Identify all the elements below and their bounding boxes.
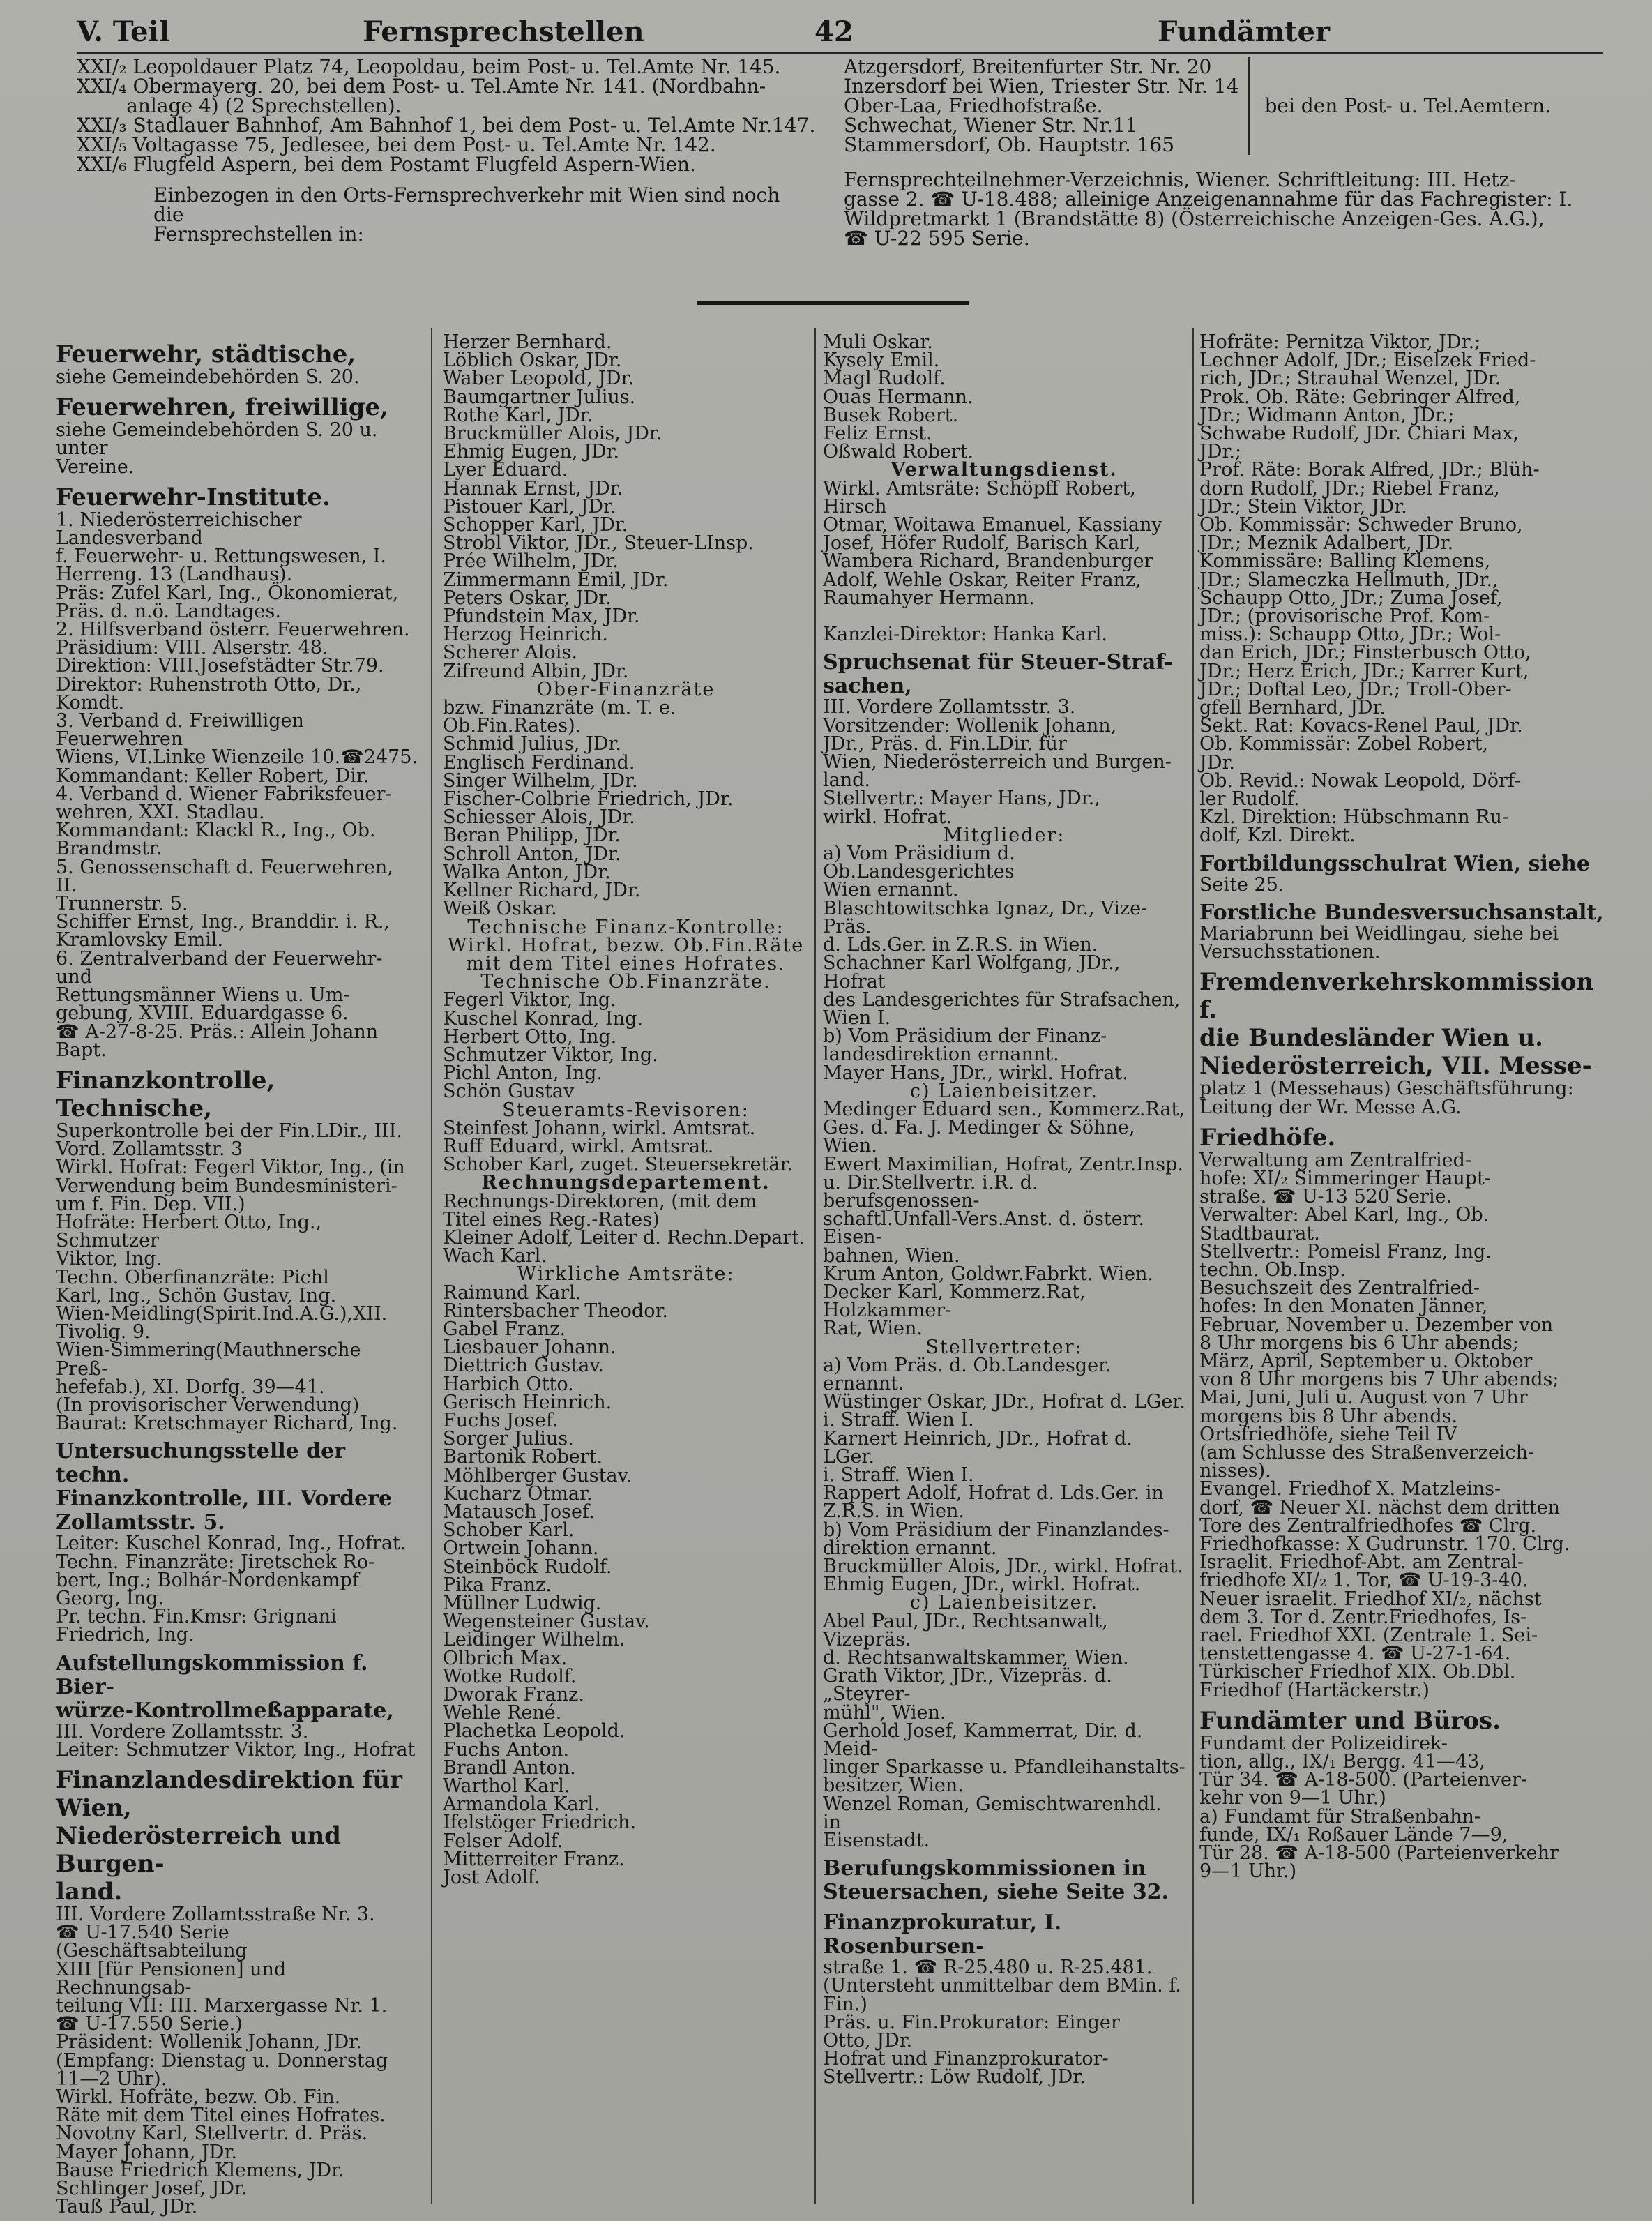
- entry-text: a) Vom Präs. d. Ob.Landesger. ernannt. Wüstinger Oskar, JDr., Hofrat d. LGer. i. Straff. Wien I. Karnert Heinrich, JDr., Hofrat d. LGer. i. Straff. Wien I. Rappert Adolf, Hofrat d. Lds.Ger. in Z.R.S. in Wien. b) Vom Präsidium der Finanzlandes- direktion ernannt. Bruckmüller Alois, JDr., wirkl. Hofrat. Ehmig Eugen, JDr., wirkl. Hofrat.: [823, 1354, 1185, 1596]
- entry-text: straße 1. ☎ R-25.480 u. R-25.481. (Untersteht unmittelbar dem BMin. f. Fin.) Präs. u. Fin.Prokurator: Einger Otto, JDr. Hofrat und Finanzprokurator- Stellvertr.: Löw Rudolf, JDr.: [823, 1957, 1181, 2088]
- entry-text: Medinger Eduard sen., Kommerz.Rat, Ges. d. Fa. J. Medinger & Söhne, Wien. Ewert Maximilian, Hofrat, Zentr.Insp. u. Dir.Stellvertr. i.R. d. berufsgenossen- schaftl.Unfall-Vers.Anst. d. österr. Eisen- bahnen, Wien. Krum Anton, Goldwr.Fabrkt. Wien. Decker Karl, Kommerz.Rat, Holzkammer- Rat, Wien.: [823, 1098, 1185, 1340]
- part-label: V. Teil: [77, 15, 169, 48]
- entry-text: III. Vordere Zollamtsstr. 3. Leiter: Schmutzer Viktor, Ing., Hofrat: [56, 1720, 416, 1761]
- entry-text: Leiter: Kuschel Konrad, Ing., Hofrat. Techn. Finanzräte: Jiretschek Ro- bert, Ing.; Bolhár-Nordenkampf Georg, Ing. Pr. techn. Fin.Kmsr: Grignani Friedrich, Ing.: [56, 1533, 407, 1646]
- station-line: XXI/₃ Stadlauer Bahnhof, Am Bahnhof 1, bei dem Post- u. Tel.Amte Nr.147.: [77, 114, 816, 137]
- inclusion-note: Einbezogen in den Orts-Fernsprechverkehr mit Wien sind noch die Fernsprechstellen in:: [153, 183, 780, 246]
- page-number: 42: [814, 15, 854, 48]
- section-heading: Feuerwehr-Institute.: [56, 483, 331, 511]
- entry-text: platz 1 (Messehaus) Geschäftsführung: Leitung der Wr. Messe A.G.: [1199, 1078, 1574, 1118]
- entry-text: Seite 25.: [1199, 873, 1285, 896]
- station-line: XXI/₆ Flugfeld Aspern, bei dem Postamt Flugfeld Aspern-Wien.: [77, 153, 696, 176]
- entry-text: Raimund Karl. Rintersbacher Theodor. Gabel Franz. Liesbauer Johann. Diettrich Gustav. Harbich Otto. Gerisch Heinrich. Fuchs Josef. Sorger Julius. Bartonik Robert. Möhlberger Gustav. Kucharz Otmar. Matausch Josef. Schober Karl. Ortwein Johann. Steinböck Rudolf. Pika Franz. Müllner Ludwig. Wegensteiner Gustav. Leidinger Wilhelm. Olbrich Max. Wotke Rudolf. Dworak Franz. Wehle René. Plachetka Leopold. Fuchs Anton. Brandl Anton. Warthol Karl. Armandola Karl. Ifelstöger Friedrich. Felser Adolf. Mitterreiter Franz. Jost Adolf.: [443, 1281, 668, 1889]
- subsection-heading: c) Laienbeisitzer.: [909, 1592, 1099, 1614]
- section-heading: Feuerwehren, freiwillige,: [56, 393, 388, 422]
- suburb-station: Inzersdorf bei Wien, Triester Str. Nr. 14: [844, 75, 1239, 98]
- telephone-stations-suburbs: [844, 57, 1597, 248]
- entry-text: Fundamt der Polizeidirek- tion, allg., IX/₁ Bergg. 41—43, Tür 34. ☎ A-18-500. (Parteienver- kehr von 9—1 Uhr.) a) Fundamt für Straßenbahn- funde, IX/₁ Roßauer Lände 7—9, Tür 28. ☎ A-18-500 (Parteienverkehr 9—1 Uhr.): [1199, 1732, 1559, 1883]
- suburb-brace-group: [844, 57, 1597, 155]
- subsection-heading: Mitglieder:: [943, 824, 1066, 846]
- entry-text: Herzer Bernhard. Löblich Oskar, JDr. Waber Leopold, JDr. Baumgartner Julius. Rothe Karl, JDr. Bruckmüller Alois, JDr. Ehmig Eugen, JDr. Lyer Eduard. Hannak Ernst, JDr. Pistouer Karl, JDr. Schopper Karl, JDr. Strobl Viktor, JDr., Steuer-LInsp. Prée Wilhelm, JDr. Zimmermann Emil, JDr. Peters Oskar, JDr. Pfundstein Max, JDr. Herzog Heinrich. Scherer Alois. Zifreund Albin, JDr.: [443, 331, 754, 682]
- entry-text: Muli Oskar. Kysely Emil. Magl Rudolf. Ouas Hermann. Busek Robert. Feliz Ernst. Oßwald Robert.: [823, 331, 974, 463]
- station-line: XXI/₂ Leopoldauer Platz 74, Leopoldau, beim Post- u. Tel.Amte Nr. 145.: [77, 55, 781, 78]
- subsection-heading: Rechnungsdepartement.: [481, 1172, 771, 1194]
- section-heading: Finanzkontrolle, Technische,: [56, 1066, 275, 1122]
- station-line: anlage 4) (2 Sprechstellen).: [77, 94, 402, 117]
- column-divider: [431, 328, 432, 2204]
- entry-text: Abel Paul, JDr., Rechtsanwalt, Vizepräs. d. Rechtsanwaltskammer, Wien. Grath Viktor, JDr., Vizepräs. d. „Steyrer- mühl", Wien. Gerhold Josef, Kammerrat, Dir. d. Meid- linger Sparkasse u. Pfandleihanstalts- besitzer, Wien. Wenzel Roman, Gemischtwarenhdl. in Eisenstadt.: [823, 1610, 1185, 1852]
- entry-text: Verwaltung am Zentralfried- hofe: XI/₂ Simmeringer Haupt- straße. ☎ U-13 520 Serie. Verwalter: Abel Karl, Ing., Ob. Stadtbaurat. Stellvertr.: Pomeisl Franz, Ing. techn. Ob.Insp. Besuchszeit des Zentralfried- hofes: In den Monaten Jänner, Februar, November u. Dezember von 8 Uhr morgens bis 6 Uhr abends; März, April, September u. Oktober von 8 Uhr morgens bis 7 Uhr abends; Mai, Juni, Juli u. August von 7 Uhr morgens bis 8 Uhr abends. Ortsfriedhöfe, siehe Teil IV (am Schlusse des Straßenverzeich- nisses). Evangel. Friedhof X. Matzleins- dorf, ☎ Neuer XI. nächst dem dritten Tore des Zentralfriedhofes ☎ Clrg. Friedhofkasse: X Gudrunstr. 170. Clrg. Israelit. Friedhof-Abt. am Zentral- friedhofe XI/₂ 1. Tor, ☎ U-19-3-40. Neuer israelit. Friedhof XI/₂, nächst dem 3. Tor d. Zentr.Friedhofes, Is- rael. Friedhof XXI. (Zentrale 1. Sei- tenstettengasse 4. ☎ U-27-1-64. Türkischer Friedhof XIX. Ob.Dbl. Friedhof (Hartäckerstr.): [1199, 1149, 1570, 1701]
- suburb-station: Stammersdorf, Ob. Hauptstr. 165: [844, 133, 1175, 156]
- column-3: [823, 333, 1185, 2087]
- suburb-station: Ober-Laa, Friedhofstraße.: [844, 94, 1103, 117]
- entry-text: a) Vom Präsidium d. Ob.Landesgerichtes Wien ernannt. Blaschtowitschka Ignaz, Dr., Vize-Präs. d. Lds.Ger. in Z.R.S. in Wien. Schachner Karl Wolfgang, JDr., Hofrat des Landesgerichtes für Strafsachen, Wien I. b) Vom Präsidium der Finanz- landesdirektion ernannt. Mayer Hans, JDr., wirkl. Hofrat.: [823, 843, 1181, 1084]
- section-heading: Forstliche Bundesversuchsanstalt,: [1199, 900, 1604, 925]
- suburb-station: Schwechat, Wiener Str. Nr.11: [844, 114, 1138, 137]
- station-line: XXI/₅ Voltagasse 75, Jedlesee, bei dem Post- u. Tel.Amte Nr. 142.: [77, 133, 716, 156]
- section-heading: Feuerwehr, städtische,: [56, 340, 356, 368]
- suburb-station: Atzgersdorf, Breitenfurter Str. Nr. 20: [844, 55, 1212, 78]
- subsection-heading: Wirkliche Amtsräte:: [517, 1263, 735, 1286]
- section-heading: Friedhöfe.: [1199, 1123, 1336, 1152]
- section-divider: [697, 301, 969, 305]
- section-heading: Berufungskommissionen in Steuersachen, siehe Seite 32.: [823, 1856, 1169, 1905]
- subsection-heading: Verwaltungsdienst.: [891, 459, 1118, 481]
- subsection-heading: c) Laienbeisitzer.: [909, 1080, 1099, 1102]
- station-line: XXI/₄ Obermayerg. 20, bei dem Post- u. Tel.Amte Nr. 141. (Nordbahn-: [77, 75, 766, 98]
- subsection-heading: Ober-Finanzräte: [536, 678, 715, 700]
- section-heading: Fremdenverkehrskommission f. die Bundesländer Wien u. Niederösterreich, VII. Messe-: [1199, 968, 1594, 1081]
- entry-text: III. Vordere Zollamtsstraße Nr. 3. ☎ U-17.540 Serie (Geschäftsabteilung XIII [für Pensionen] und Rechnungsab- teilung VII: III. Marxergasse Nr. 1. ☎ U-17.550 Serie.) Präsident: Wollenik Johann, JDr. (Empfang: Dienstag u. Donnerstag 11—2 Uhr). Wirkl. Hofräte, bezw. Ob. Fin. Räte mit dem Titel eines Hofrates. Novotny Karl, Stellvertr. d. Präs. Mayer Johann, JDr. Bause Friedrich Klemens, JDr. Schlinger Josef, JDr. Tauß Paul, JDr.: [56, 1903, 388, 2218]
- column-2: [443, 333, 809, 1887]
- entry-text: III. Vordere Zollamtsstr. 3. Vorsitzender: Wollenik Johann, JDr., Präs. d. Fin.LDir. für Wien, Niederösterreich und Burgen- land. Stellvertr.: Mayer Hans, JDr., wirkl. Hofrat.: [823, 696, 1172, 828]
- column-4: [1199, 333, 1611, 1881]
- entry-text: 1. Niederösterreichischer Landesverband f. Feuerwehr- u. Rettungswesen, I. Herreng. 13 (Landhaus). Präs: Zufel Karl, Ing., Ökonomierat, Präs. d. n.ö. Landtages. 2. Hilfsverband österr. Feuerwehren. Präsidium: VIII. Alserstr. 48. Direktion: VIII.Josefstädter Str.79. Direktor: Ruhenstroth Otto, Dr., Komdt. 3. Verband d. Freiwilligen Feuerwehren Wiens, VI.Linke Wienzeile 10.☎2475. Kommandant: Keller Robert, Dir. 4. Verband d. Wiener Fabriksfeuer- wehren, XXI. Stadlau. Kommandant: Klackl R., Ing., Ob. Brandmstr. 5. Genossenschaft d. Feuerwehren, II. Trunnerstr. 5. Schiffer Ernst, Ing., Branddir. i. R., Kramlovsky Emil. 6. Zentralverband der Feuerwehr- und Rettungsmänner Wiens u. Um- gebung, XVIII. Eduardgasse 6. ☎ A-27-8-25. Präs.: Allein Johann Bapt.: [56, 509, 418, 1061]
- header-rule: [77, 52, 1603, 54]
- directory-info: Fernsprechteilnehmer-Verzeichnis, Wiener. Schriftleitung: III. Hetz- gasse 2. ☎ U-18.488; alleinige Anzeigenannahme für das Fachregister: I. Wildpretmarkt 1 (Brandstätte 8) (Österreichische Anzeigen-Ges. A.G.), ☎ U-22 595 Serie.: [844, 168, 1573, 250]
- telephone-stations-list: [77, 57, 816, 244]
- section-heading: Spruchsenat für Steuer-Straf- sachen,: [823, 650, 1173, 699]
- entry-text: siehe Gemeindebehörden S. 20.: [56, 366, 360, 388]
- section-title: Fernsprechstellen: [363, 15, 644, 48]
- section-heading: Finanzprokuratur, I. Rosenbursen-: [823, 1911, 1062, 1959]
- section-heading: Fundämter und Büros.: [1199, 1706, 1501, 1735]
- page-header: [77, 10, 1603, 56]
- column-divider: [1192, 328, 1194, 2204]
- section-heading: Fortbildungsschulrat Wien, siehe: [1199, 851, 1590, 876]
- entry-text: Steinfest Johann, wirkl. Amtsrat. Ruff Eduard, wirkl. Amtsrat. Schober Karl, zuget. Steuersekretär.: [443, 1117, 794, 1176]
- entry-text: Hofräte: Pernitza Viktor, JDr.; Lechner Adolf, JDr.; Eiselzek Fried- rich, JDr.; Strauhal Wenzel, JDr. Prok. Ob. Räte: Gebringer Alfred, JDr.; Widmann Anton, JDr.; Schwabe Rudolf, JDr. Chiari Max, JDr.; Prof. Räte: Borak Alfred, JDr.; Blüh- dorn Rudolf, JDr.; Riebel Franz, JDr.; Stein Viktor, JDr. Ob. Kommissär: Schweder Bruno, JDr.; Meznik Adalbert, JDr. Kommissäre: Balling Klemens, JDr.; Slameczka Hellmuth, JDr., Schaupp Otto, JDr.; Zuma Josef, JDr.; (provisorische Prof. Kom- miss.): Schaupp Otto, JDr.; Wol- dan Erich, JDr.; Finsterbusch Otto, JDr.; Herz Erich, JDr.; Karrer Kurt, JDr.; Doftal Leo, JDr.; Troll-Ober- gfell Bernhard, JDr. Sekt. Rat: Kovacs-Renel Paul, JDr. Ob. Kommissär: Zobel Robert, JDr. Ob. Revid.: Nowak Leopold, Dörf- ler Rudolf. Kzl. Direktion: Hübschmann Ru- dolf, Kzl. Direkt.: [1199, 331, 1540, 847]
- subsection-heading: Technische Finanz-Kontrolle: Wirkl. Hofrat, bezw. Ob.Fin.Räte mit dem Titel eines Hofrates. Technische Ob.Finanzräte.: [447, 916, 805, 993]
- running-title: Fundämter: [1158, 15, 1331, 48]
- section-heading: Finanzlandesdirektion für Wien, Niederösterreich und Burgen- land.: [56, 1765, 402, 1906]
- section-heading: Aufstellungskommission f. Bier- würze-Kontrollmeßapparate,: [56, 1650, 394, 1723]
- entry-text: bzw. Finanzräte (m. T. e. Ob.Fin.Rates). Schmid Julius, JDr. Englisch Ferdinand. Singer Wilhelm, JDr. Fischer-Colbrie Friedrich, JDr. Schiesser Alois, JDr. Beran Philipp, JDr. Schroll Anton, JDr. Walka Anton, JDr. Kellner Richard, JDr. Weiß Oskar.: [443, 697, 734, 920]
- entry-text: Wirkl. Amtsräte: Schöpff Robert, Hirsch Otmar, Woitawa Emanuel, Kassiany Josef, Höfer Rudolf, Barisch Karl, Wambera Richard, Brandenburger Adolf, Wehle Oskar, Reiter Franz, Raumahyer Hermann. Kanzlei-Direktor: Hanka Karl.: [823, 477, 1162, 646]
- section-heading: Untersuchungsstelle der techn. Finanzkontrolle, III. Vordere Zollamtsstr. 5.: [56, 1439, 393, 1535]
- entry-text: Mariabrunn bei Weidlingau, siehe bei Versuchsstationen.: [1199, 922, 1559, 963]
- entry-text: Superkontrolle bei der Fin.LDir., III. Vord. Zollamtsstr. 3 Wirkl. Hofrat: Fegerl Viktor, Ing., (in Verwendung beim Bundesministeri- um f. Fin. Dep. VII.) Hofräte: Herbert Otto, Ing., Schmutzer Viktor, Ing. Techn. Oberfinanzräte: Pichl Karl, Ing., Schön Gustav, Ing. Wien-Meidling(Spirit.Ind.A.G.),XII. Tivolig. 9. Wien-Simmering(Mauthnersche Preß- hefefab.), XI. Dorfg. 39—41. (In provisorischer Verwendung) Baurat: Kretschmayer Richard, Ing.: [56, 1120, 405, 1435]
- column-divider: [814, 328, 816, 2204]
- station-lines: [77, 57, 816, 174]
- entry-text: siehe Gemeindebehörden S. 20 u. unter Vereine.: [56, 419, 378, 478]
- entry-text: Rechnungs-Direktoren, (mit dem Titel eines Reg.-Rates) Kleiner Adolf, Leiter d. Rechn.Depart. Wach Karl.: [443, 1190, 805, 1267]
- subsection-heading: Steueramts-Revisoren:: [502, 1099, 750, 1121]
- suburb-list: [844, 57, 1250, 155]
- subsection-heading: Stellvertreter:: [925, 1336, 1083, 1358]
- column-1: [56, 333, 418, 2216]
- entry-text: Fegerl Viktor, Ing. Kuschel Konrad, Ing. Herbert Otto, Ing. Schmutzer Viktor, Ing. Pichl Anton, Ing. Schön Gustav: [443, 989, 658, 1103]
- suburb-brace-label: bei den Post- u. Tel.Aemtern.: [1264, 94, 1552, 117]
